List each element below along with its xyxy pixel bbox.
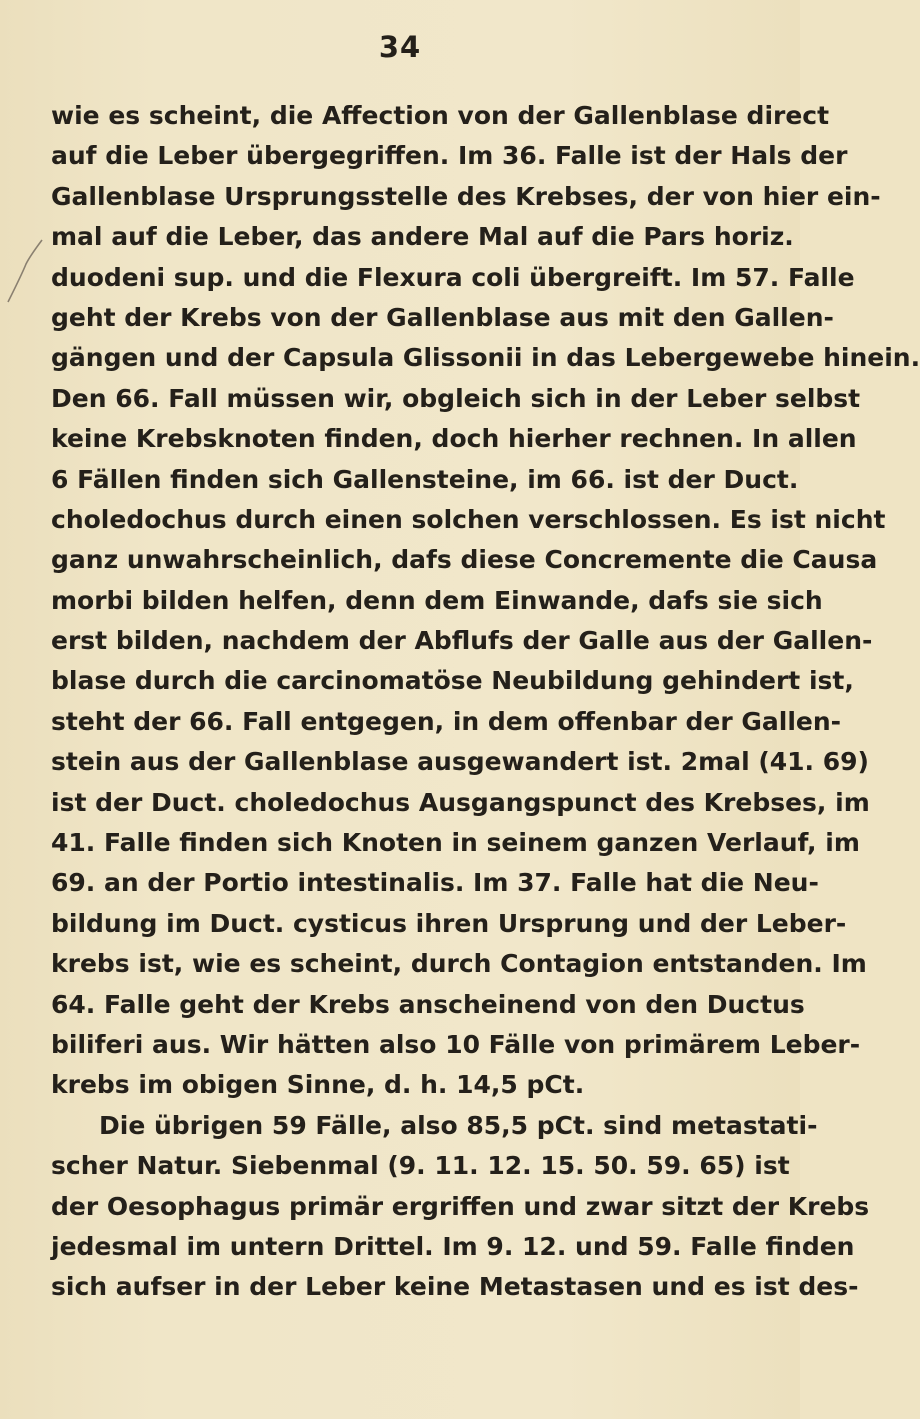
text-line: stein aus der Gallenblase ausgewandert ist. 2mal (41. 69) — [51, 747, 869, 777]
text-line: steht der 66. Fall entgegen, in dem offenbar der Gallen- — [51, 706, 842, 736]
text-line: choledochus durch einen solchen verschlossen. Es ist nicht — [51, 504, 886, 534]
pencil-margin-mark — [2, 236, 46, 306]
body-text — [51, 96, 920, 1308]
text-line: ganz unwahrscheinlich, dafs diese Concremente die Causa — [51, 545, 878, 575]
text-line: ist der Duct. choledochus Ausgangspunct des Krebses, im — [51, 787, 870, 817]
text-line: scher Natur. Siebenmal (9. 11. 12. 15. 50. 59. 65) ist — [51, 1151, 790, 1181]
text-line: bildung im Duct. cysticus ihren Ursprung und der Leber- — [51, 908, 847, 938]
text-line: keine Krebsknoten finden, doch hierher rechnen. In allen — [51, 424, 857, 454]
text-line: gängen und der Capsula Glissonii in das Lebergewebe hinein. — [51, 343, 920, 373]
text-line: geht der Krebs von der Gallenblase aus mit den Gallen- — [51, 302, 834, 332]
text-line: biliferi aus. Wir hätten also 10 Fälle von primärem Leber- — [51, 1029, 861, 1059]
text-line: blase durch die carcinomatöse Neubildung gehindert ist, — [51, 666, 854, 696]
text-line: morbi bilden helfen, denn dem Einwande, dafs sie sich — [51, 585, 823, 615]
text-line: Den 66. Fall müssen wir, obgleich sich in der Leber selbst — [51, 383, 861, 413]
text-line: krebs im obigen Sinne, d. h. 14,5 pCt. — [51, 1070, 585, 1100]
page-number: 34 — [378, 30, 422, 64]
text-line: erst bilden, nachdem der Abflufs der Galle aus der Gallen- — [51, 626, 873, 656]
text-line: jedesmal im untern Drittel. Im 9. 12. und 59. Falle finden — [51, 1231, 855, 1261]
text-line: 6 Fällen finden sich Gallensteine, im 66. ist der Duct. — [51, 464, 799, 494]
text-line: sich aufser in der Leber keine Metastasen und es ist des- — [51, 1272, 859, 1302]
text-line: wie es scheint, die Affection von der Gallenblase direct — [51, 101, 830, 130]
text-line: duodeni sup. und die Flexura coli übergreift. Im 57. Falle — [51, 262, 855, 292]
text-line: 69. an der Portio intestinalis. Im 37. Falle hat die Neu- — [51, 868, 819, 898]
text-line: krebs ist, wie es scheint, durch Contagion entstanden. Im — [51, 949, 867, 979]
text-line: der Oesophagus primär ergriffen und zwar sitzt der Krebs — [51, 1191, 870, 1221]
text-line: mal auf die Leber, das andere Mal auf die Pars horiz. — [51, 222, 794, 252]
text-line: auf die Leber übergegriffen. Im 36. Falle ist der Hals der — [51, 141, 848, 171]
text-line: Die übrigen 59 Fälle, also 85,5 pCt. sind metastati- — [99, 1110, 818, 1140]
text-line: Gallenblase Ursprungsstelle des Krebses, der von hier ein- — [51, 181, 881, 211]
text-line: 41. Falle finden sich Knoten in seinem ganzen Verlauf, im — [51, 828, 860, 858]
text-line: 64. Falle geht der Krebs anscheinend von den Ductus — [51, 989, 805, 1019]
